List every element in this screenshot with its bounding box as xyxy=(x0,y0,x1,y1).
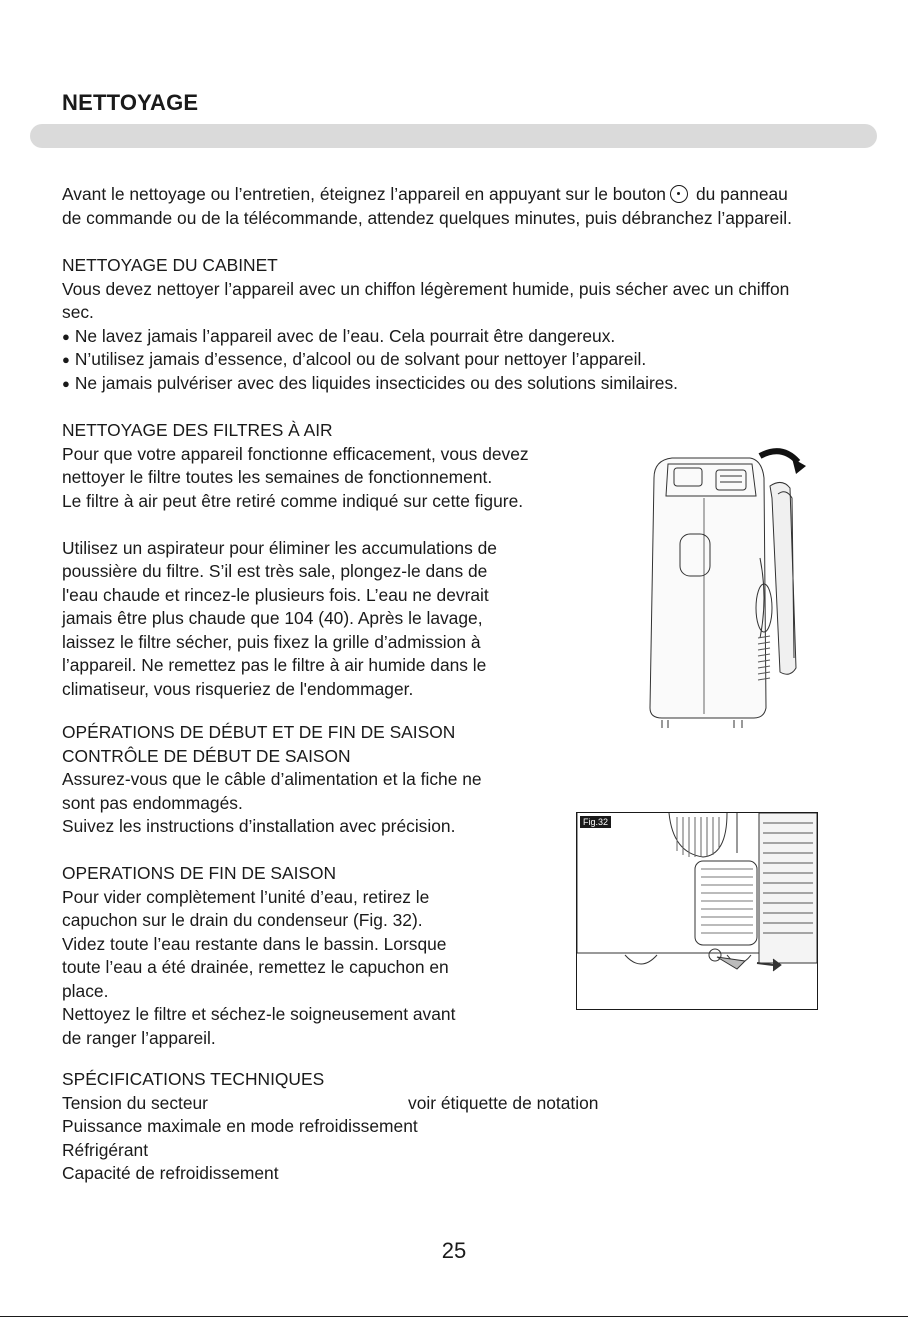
season-line: Suivez les instructions d’installation avec précision. xyxy=(62,816,456,836)
curved-arrow-icon xyxy=(760,451,798,462)
figure-label: Fig.32 xyxy=(580,816,611,828)
cabinet-bullet: ● N’utilisez jamais d’essence, d’alcool ou de solvant pour nettoyer l’appareil. xyxy=(62,348,789,372)
intro-paragraph xyxy=(62,183,792,230)
filter-removal-figure xyxy=(610,438,820,734)
cabinet-section xyxy=(62,254,789,395)
filters-heading: NETTOYAGE DES FILTRES À AIR xyxy=(62,420,333,440)
filters-line: Pour que votre appareil fonctionne efficacement, vous devez xyxy=(62,443,529,464)
end-season-line: de ranger l’appareil. xyxy=(62,1027,216,1048)
cabinet-bullet: ● Ne jamais pulvériser avec des liquides insecticides ou des solutions similaires. xyxy=(62,372,789,396)
cabinet-line: Vous devez nettoyer l’appareil avec un chiffon légèrement humide, puis sécher avec un chiffon xyxy=(62,278,790,299)
intro-line-1 xyxy=(62,183,792,207)
filters-line: l'eau chaude et rincez-le plusieurs fois. L’eau ne devrait xyxy=(62,584,489,605)
drain-illustration xyxy=(577,813,817,1009)
filters-line: laissez le filtre sécher, puis fixez la grille d’admission à xyxy=(62,631,481,652)
spec-row xyxy=(62,1162,418,1186)
filters-line: nettoyer le filtre toutes les semaines de fonctionnement. xyxy=(62,467,493,487)
footer-rule xyxy=(0,1316,908,1317)
season-line: Assurez-vous que le câble d’alimentation et la fiche ne xyxy=(62,769,482,789)
specs-section xyxy=(62,1068,599,1186)
spec-row xyxy=(62,1139,418,1163)
spec-row xyxy=(62,1115,418,1139)
filters-line: climatiseur, vous risqueriez de l'endommager. xyxy=(62,678,414,699)
air-conditioner-illustration xyxy=(610,438,820,734)
filters-line: Utilisez un aspirateur pour éliminer les accumulations de xyxy=(62,537,497,558)
end-season-heading: OPERATIONS DE FIN DE SAISON xyxy=(62,863,337,883)
spec-label: Puissance maximale en mode refroidissement xyxy=(62,1116,418,1136)
drain-cap-figure xyxy=(576,812,818,1010)
cabinet-heading: NETTOYAGE DU CABINET xyxy=(62,255,278,275)
end-season-line: Pour vider complètement l’unité d’eau, retirez le xyxy=(62,886,430,907)
spacer xyxy=(62,513,529,537)
spec-label: Tension du secteur xyxy=(62,1092,208,1113)
filters-section xyxy=(62,419,529,701)
cabinet-line: sec. xyxy=(62,302,94,322)
filters-line: l’appareil. Ne remettez pas le filtre à air humide dans le xyxy=(62,655,487,675)
end-season-section xyxy=(62,862,455,1050)
season-subheading: CONTRÔLE DE DÉBUT DE SAISON xyxy=(62,745,351,766)
spec-label: Réfrigérant xyxy=(62,1139,149,1160)
filters-line: poussière du filtre. S’il est très sale, plongez-le dans de xyxy=(62,561,488,581)
end-season-line: capuchon sur le drain du condenseur (Fig. 32). xyxy=(62,910,423,930)
end-season-line: Nettoyez le filtre et séchez-le soigneusement avant xyxy=(62,1004,456,1024)
specs-heading: SPÉCIFICATIONS TECHNIQUES xyxy=(62,1069,325,1089)
intro-line-2: de commande ou de la télécommande, attendez quelques minutes, puis débranchez l’appareil. xyxy=(62,207,792,228)
spec-row xyxy=(62,1092,599,1116)
season-line: sont pas endommagés. xyxy=(62,792,243,813)
end-season-line: place. xyxy=(62,980,109,1001)
end-season-line: Videz toute l’eau restante dans le bassin. Lorsque xyxy=(62,933,447,954)
spec-label: Capacité de refroidissement xyxy=(62,1163,279,1183)
season-section xyxy=(62,721,482,839)
season-heading: OPÉRATIONS DE DÉBUT ET DE FIN DE SAISON xyxy=(62,722,456,742)
power-button-icon xyxy=(670,185,688,203)
spec-value: voir étiquette de notation xyxy=(408,1092,599,1113)
filters-line: jamais être plus chaude que 104 (40). Après le lavage, xyxy=(62,608,483,628)
intro-line-1-pre: Avant le nettoyage ou l’entretien, éteignez l’appareil en appuyant sur le bouton xyxy=(62,184,666,204)
intro-line-1-post: du panneau xyxy=(695,184,788,204)
filters-line: Le filtre à air peut être retiré comme indiqué sur cette figure. xyxy=(62,490,524,511)
cabinet-bullet: ● Ne lavez jamais l’appareil avec de l’eau. Cela pourrait être dangereux. xyxy=(62,325,789,349)
end-season-line: toute l’eau a été drainée, remettez le capuchon en xyxy=(62,957,449,977)
page-title: NETTOYAGE xyxy=(62,90,199,115)
section-divider-bar xyxy=(30,124,877,148)
page-number: 25 xyxy=(441,1238,467,1263)
